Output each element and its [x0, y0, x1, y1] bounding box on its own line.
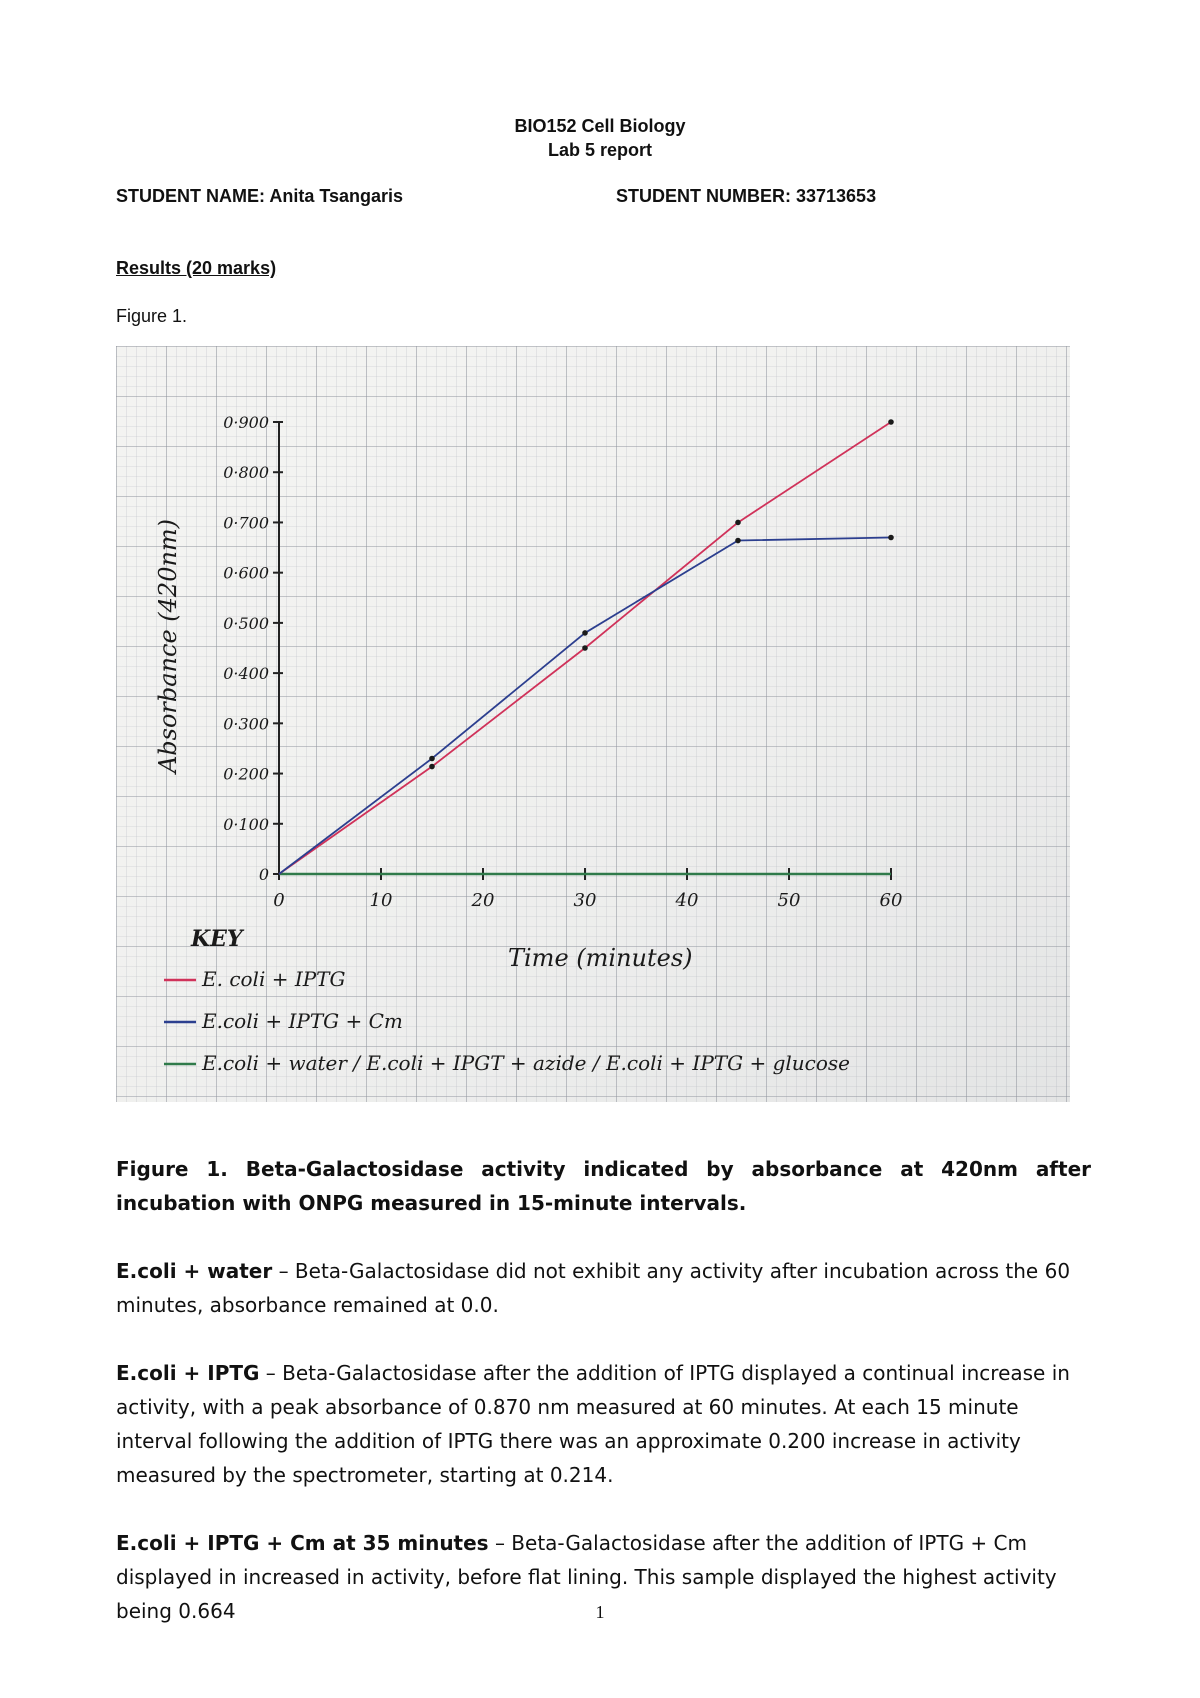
y-tick-label: 0·900 [223, 413, 269, 432]
student-number: STUDENT NUMBER: 33713653 [616, 186, 877, 206]
y-tick-label: 0·200 [223, 764, 269, 784]
results-heading: Results (20 marks) [116, 258, 277, 278]
y-tick-label: 0·800 [223, 463, 269, 483]
x-tick-label: 40 [675, 890, 699, 911]
data-point [888, 535, 894, 541]
y-tick-label: 0·700 [223, 513, 269, 533]
course-title: BIO152 Cell Biology [514, 116, 686, 136]
y-tick-label: 0·100 [223, 814, 269, 834]
x-tick-label: 60 [879, 890, 903, 911]
key-entry: E. coli + IPTG [202, 967, 346, 991]
data-point [429, 764, 435, 770]
y-axis-label: Absorbance (420nm) [154, 518, 182, 774]
caption-lead: Figure 1. [116, 1157, 228, 1181]
data-point [735, 538, 741, 544]
data-point [888, 419, 894, 425]
key-entry: E.coli + IPTG + Cm [202, 1009, 403, 1033]
x-tick-label: 0 [273, 890, 285, 911]
data-point [429, 756, 435, 762]
page-number: 1 [595, 1602, 605, 1622]
figure-label: Figure 1. [116, 306, 188, 326]
x-axis-label: Time (minutes) [508, 944, 693, 972]
paragraph-cm-lead: E.coli + IPTG + Cm at 35 minutes [116, 1531, 489, 1555]
student-name: STUDENT NAME: Anita Tsangaris [116, 186, 404, 206]
paragraph-cm-text: – Beta-Galactosidase after the addition of IPTG + Cm displayed in increased in activity, before flat lining. This sample displayed the highest activity being 0.664 [116, 1531, 1057, 1623]
figure-caption [116, 1152, 1091, 1220]
data-point [735, 520, 741, 526]
data-point [582, 630, 588, 636]
y-tick-label: 0·400 [223, 664, 269, 684]
y-tick-label: 0 [258, 865, 269, 884]
caption-text: Beta-Galactosidase activity indicated by absorbance at 420nm after incubation with ONPG measured in 15-minute intervals. [116, 1157, 1091, 1215]
paragraph-iptg-lead: E.coli + IPTG [116, 1361, 260, 1385]
y-tick-label: 0·300 [223, 714, 269, 734]
graph-photo [116, 346, 1070, 1102]
paragraph-water-lead: E.coli + water [116, 1259, 273, 1283]
paragraph-iptg-text: – Beta-Galactosidase after the addition of IPTG displayed a continual increase in activity, with a peak absorbance of 0.870 nm measured at 60 minutes. At each 15 minute interval following the addition of IPTG there was an approximate 0.200 increase in activity measured by the spectrometer, starting at 0.214. [116, 1361, 1070, 1487]
paragraph-iptg [116, 1356, 1091, 1492]
report-title: Lab 5 report [547, 140, 653, 160]
key-entry: E.coli + water / E.coli + IPGT + azide / E.coli + IPTG + glucose [202, 1051, 850, 1075]
y-tick-label: 0·500 [223, 613, 269, 633]
x-tick-label: 50 [777, 890, 801, 911]
x-tick-label: 30 [573, 890, 597, 911]
paragraph-water [116, 1254, 1091, 1322]
paragraph-water-text: – Beta-Galactosidase did not exhibit any activity after incubation across the 60 minutes, absorbance remained at 0.0. [116, 1259, 1071, 1317]
key-title: KEY [191, 926, 243, 952]
data-point [582, 645, 588, 651]
x-tick-label: 10 [369, 890, 393, 911]
x-tick-label: 20 [471, 890, 495, 911]
y-tick-label: 0·600 [223, 563, 269, 583]
